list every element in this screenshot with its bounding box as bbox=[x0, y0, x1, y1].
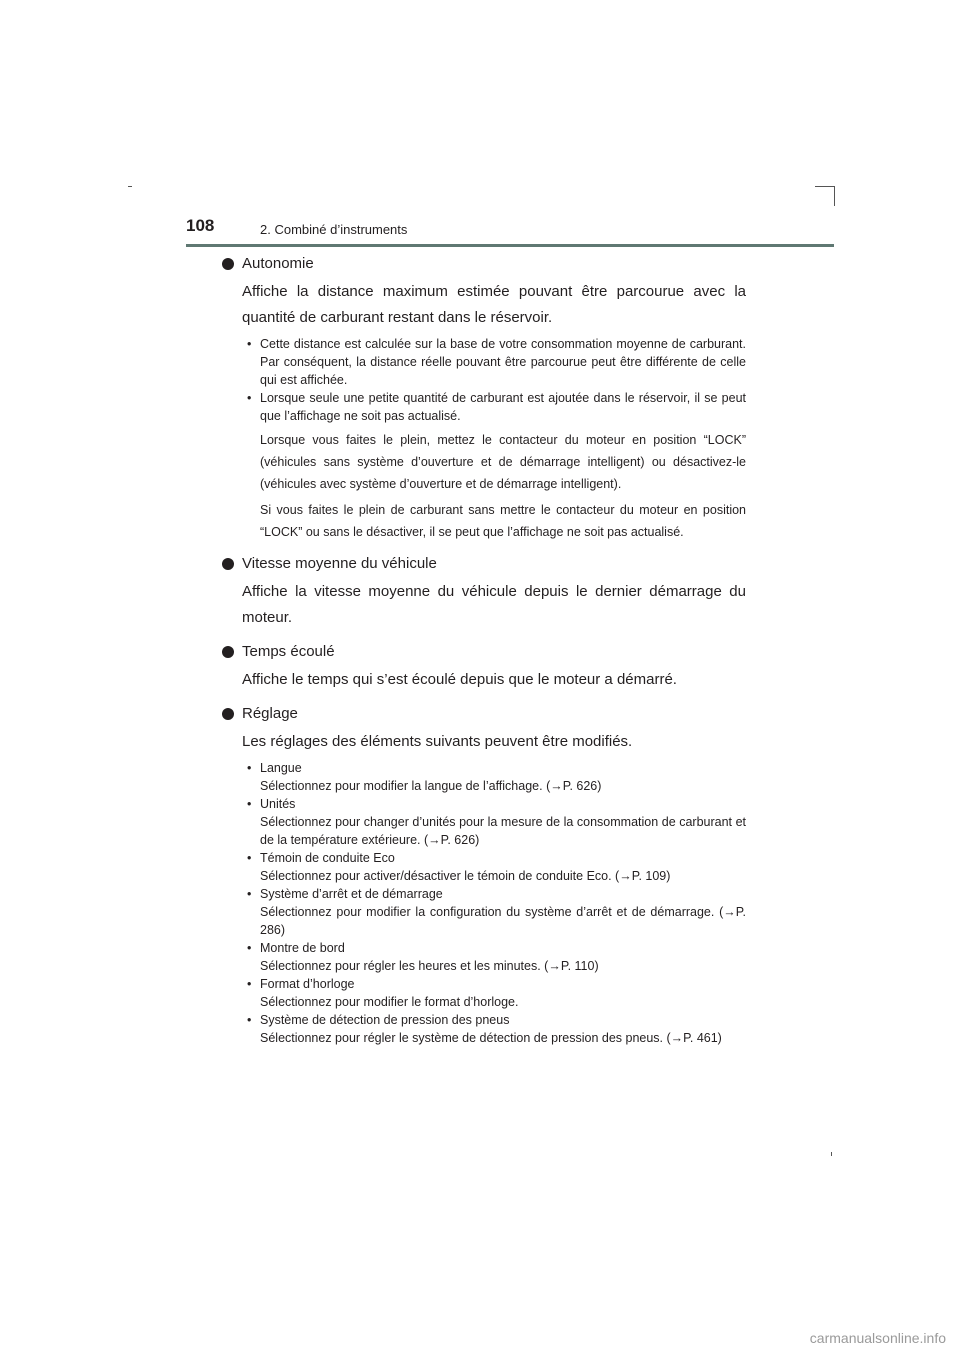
chapter-title: 2. Combiné d’instruments bbox=[260, 222, 408, 237]
section-body: Les réglages des éléments suivants peuvent être modifiés. bbox=[242, 733, 633, 750]
page-number: 108 bbox=[186, 216, 215, 235]
item-title: Témoin de conduite Eco bbox=[260, 851, 395, 865]
section-autonomie bbox=[222, 253, 746, 543]
bullet-icon: • bbox=[247, 1013, 252, 1027]
settings-item-montre bbox=[242, 939, 746, 975]
note-text: Lorsque seule une petite quantité de carburant est ajoutée dans le réservoir, il se peut que l’affichage ne soit pas actualisé. bbox=[260, 391, 746, 423]
page-content bbox=[222, 253, 746, 1047]
crop-mark-bottom-right bbox=[831, 1152, 832, 1156]
item-title: Système de détection de pression des pneus bbox=[260, 1013, 510, 1027]
section-vitesse bbox=[222, 553, 746, 631]
settings-item-eco bbox=[242, 849, 746, 885]
section-body: Affiche la vitesse moyenne du véhicule depuis le dernier démarrage du moteur. bbox=[242, 583, 746, 626]
item-title: Format d’horloge bbox=[260, 977, 355, 991]
item-title: Système d’arrêt et de démarrage bbox=[260, 887, 443, 901]
item-title: Montre de bord bbox=[260, 941, 345, 955]
bullet-icon: • bbox=[247, 797, 252, 811]
item-desc: Sélectionnez pour modifier la langue de l’affichage. (→P. 626) bbox=[260, 779, 602, 793]
settings-item-stop-start bbox=[242, 885, 746, 939]
crop-mark-top-right-h bbox=[815, 186, 835, 187]
section-heading bbox=[222, 253, 746, 275]
note-item bbox=[242, 335, 746, 389]
section-body: Affiche la distance maximum estimée pouvant être parcourue avec la quantité de carburant restant dans le réservoir. bbox=[242, 283, 746, 326]
settings-item-unites bbox=[242, 795, 746, 849]
bullet-icon: • bbox=[247, 941, 252, 955]
item-title: Unités bbox=[260, 797, 296, 811]
section-heading bbox=[222, 641, 746, 663]
note-paragraph: Si vous faites le plein de carburant sans mettre le contacteur du moteur en position “LOCK” ou sans le désactiver, il se peut que l’affichage ne soit pas actualisé. bbox=[260, 503, 746, 539]
heading-text: Autonomie bbox=[242, 255, 314, 272]
section-heading bbox=[222, 703, 746, 725]
bullet-dot-icon bbox=[222, 558, 234, 570]
section-reglage bbox=[222, 703, 746, 1047]
heading-text: Vitesse moyenne du véhicule bbox=[242, 555, 437, 572]
bullet-dot-icon bbox=[222, 258, 234, 270]
section-body: Affiche le temps qui s’est écoulé depuis que le moteur a démarré. bbox=[242, 671, 677, 688]
bullet-icon: • bbox=[247, 977, 252, 991]
item-desc: Sélectionnez pour changer d’unités pour la mesure de la consommation de carburant et de la température extérieure. (→P. 626) bbox=[260, 815, 746, 847]
bullet-icon: • bbox=[247, 887, 252, 901]
watermark: carmanualsonline.info bbox=[809, 1330, 946, 1346]
note-item bbox=[242, 389, 746, 425]
bullet-icon: • bbox=[247, 851, 252, 865]
settings-item-pneus bbox=[242, 1011, 746, 1047]
crop-mark-top-right-v bbox=[834, 186, 835, 206]
settings-list bbox=[242, 759, 746, 1047]
header-rule bbox=[186, 244, 834, 247]
crop-mark-top-left bbox=[128, 186, 132, 187]
settings-item-format bbox=[242, 975, 746, 1011]
item-title: Langue bbox=[260, 761, 302, 775]
item-desc: Sélectionnez pour modifier le format d’horloge. bbox=[260, 995, 519, 1009]
item-desc: Sélectionnez pour activer/désactiver le témoin de conduite Eco. (→P. 109) bbox=[260, 869, 671, 883]
note-paragraph: Lorsque vous faites le plein, mettez le contacteur du moteur en position “LOCK” (véhicules sans système d’ouverture et de démarrage intelligent) ou désactivez-le (véhicules avec système d’ouverture et de démarrage intelligent). bbox=[260, 433, 746, 491]
bullet-icon: • bbox=[247, 337, 252, 351]
notes-list bbox=[242, 335, 746, 543]
page-header bbox=[186, 216, 834, 246]
bullet-dot-icon bbox=[222, 708, 234, 720]
settings-item-langue bbox=[242, 759, 746, 795]
bullet-icon: • bbox=[247, 761, 252, 775]
item-desc: Sélectionnez pour régler le système de détection de pression des pneus. (→P. 461) bbox=[260, 1031, 722, 1045]
note-text: Cette distance est calculée sur la base de votre consommation moyenne de carburant. Par conséquent, la distance réelle pouvant être parcourue peut être différente de celle qui est affichée. bbox=[260, 337, 746, 387]
section-temps bbox=[222, 641, 746, 693]
heading-text: Temps écoulé bbox=[242, 643, 335, 660]
heading-text: Réglage bbox=[242, 705, 298, 722]
bullet-dot-icon bbox=[222, 646, 234, 658]
item-desc: Sélectionnez pour régler les heures et les minutes. (→P. 110) bbox=[260, 959, 599, 973]
item-desc: Sélectionnez pour modifier la configuration du système d’arrêt et de démarrage. (→P. 286) bbox=[260, 905, 746, 937]
bullet-icon: • bbox=[247, 391, 252, 405]
section-heading bbox=[222, 553, 746, 575]
